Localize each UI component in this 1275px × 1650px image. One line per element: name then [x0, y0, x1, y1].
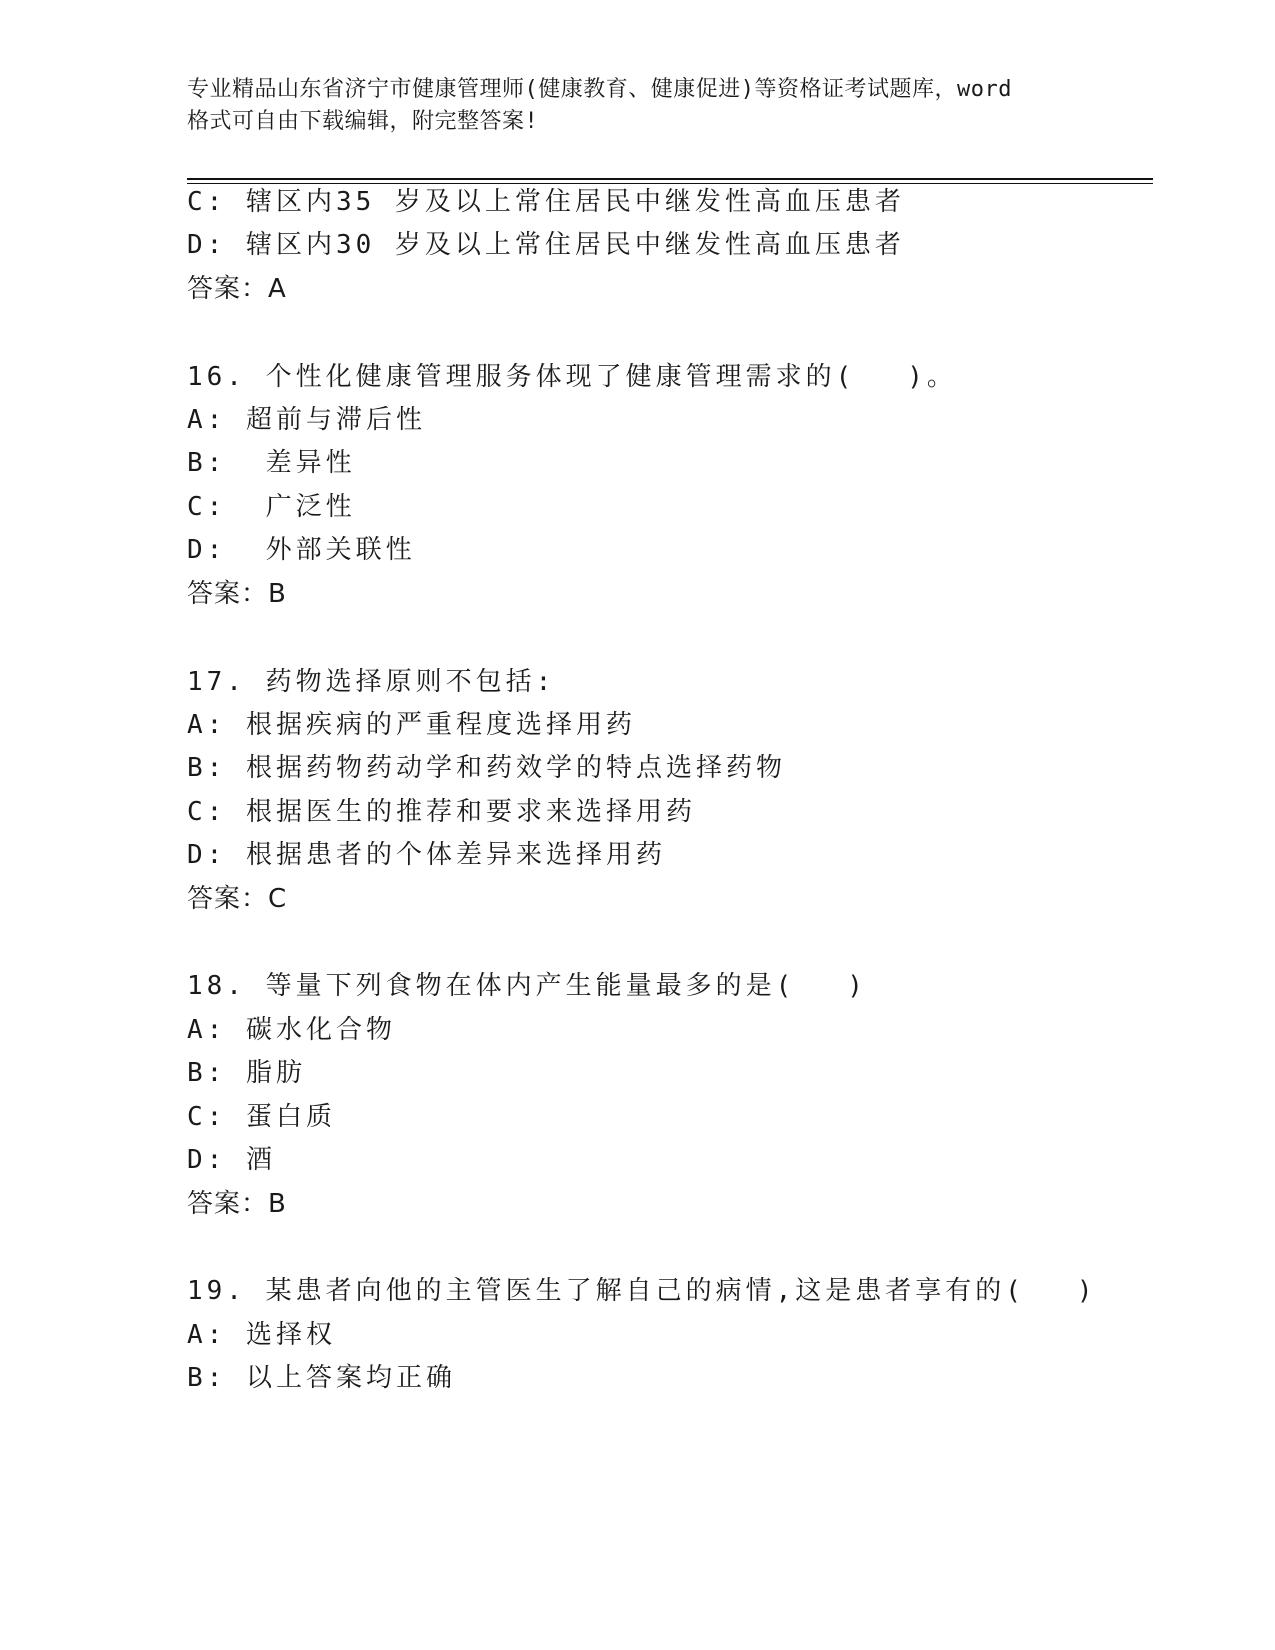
q16-option-d: D: 外部关联性: [187, 535, 416, 565]
q18-stem-text: 18. 等量下列食物在体内产生能量最多的是(: [187, 971, 796, 1001]
q17-stem: 17. 药物选择原则不包括:: [187, 667, 556, 697]
q17-option-d: D: 根据患者的个体差异来选择用药: [187, 840, 666, 870]
q15-option-d: D: 辖区内30 岁及以上常住居民中继发性高血压患者: [187, 230, 905, 260]
q16-option-c: C: 广泛性: [187, 492, 356, 522]
q18-option-b: B: 脂肪: [187, 1058, 306, 1088]
q19-stem-end: ): [1076, 1276, 1097, 1306]
q19-stem-text: 19. 某患者向他的主管医生了解自己的病情,这是患者享有的(: [187, 1276, 1025, 1306]
header-divider-thick: [187, 178, 1153, 180]
q18-stem-end: ): [847, 971, 867, 1001]
q18-option-a: A: 碳水化合物: [187, 1015, 396, 1045]
q16-stem-text: 16. 个性化健康管理服务体现了健康管理需求的(: [187, 362, 856, 392]
q15-option-c: C: 辖区内35 岁及以上常住居民中继发性高血压患者: [187, 187, 905, 217]
q17-answer: 答案：C: [187, 884, 288, 914]
q18-stem: [187, 971, 867, 1001]
q18-option-d: D: 酒: [187, 1145, 276, 1175]
q18-answer: 答案：B: [187, 1189, 287, 1219]
q18-option-c: C: 蛋白质: [187, 1102, 336, 1132]
q16-answer: 答案：B: [187, 579, 287, 609]
q16-stem-end: )。: [907, 362, 957, 392]
q17-option-c: C: 根据医生的推荐和要求来选择用药: [187, 797, 696, 827]
q16-stem: [187, 362, 957, 392]
header-line-2: 格式可自由下载编辑，附完整答案!: [187, 109, 539, 134]
header-line-1: 专业精品山东省济宁市健康管理师(健康教育、健康促进)等资格证考试题库，word: [187, 77, 1012, 102]
q16-option-b: B: 差异性: [187, 448, 356, 478]
q19-option-b: B: 以上答案均正确: [187, 1363, 456, 1393]
q16-option-a: A: 超前与滞后性: [187, 405, 426, 435]
header-divider-thin: [187, 183, 1153, 184]
q19-option-a: A: 选择权: [187, 1320, 336, 1350]
document-header: [187, 74, 1107, 138]
q17-option-a: A: 根据疾病的严重程度选择用药: [187, 710, 636, 740]
q15-answer: 答案：A: [187, 274, 287, 304]
q17-option-b: B: 根据药物药动学和药效学的特点选择药物: [187, 753, 786, 783]
q19-stem: [187, 1276, 1097, 1306]
